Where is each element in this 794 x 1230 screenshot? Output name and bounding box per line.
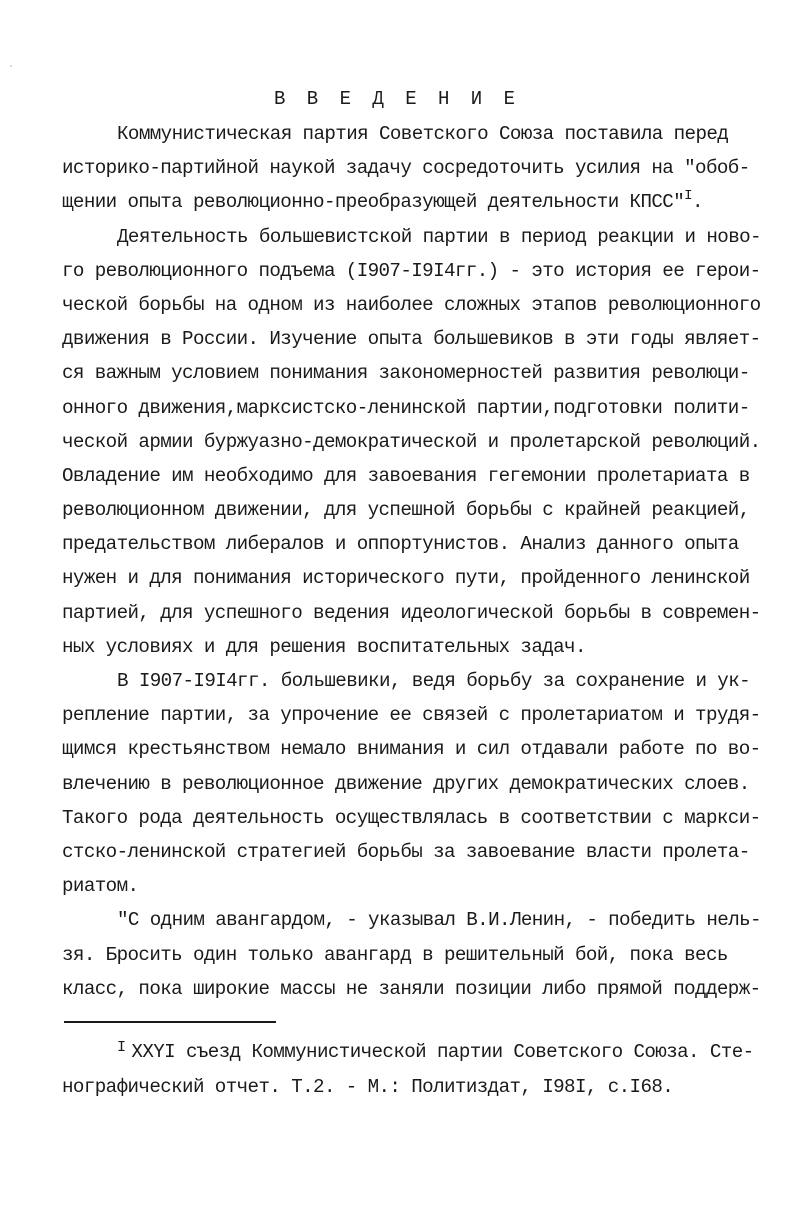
- paragraph-2-line: движения в России. Изучение опыта большевиков в эти годы являет-: [62, 328, 761, 351]
- paragraph-2-line: ся важным условием понимания закономерностей развития революци-: [62, 362, 750, 385]
- paragraph-3-line: Такого рода деятельность осуществлялась в соответствии с маркси-: [62, 806, 761, 829]
- paragraph-1-line: Коммунистическая партия Советского Союза поставила перед: [117, 123, 729, 145]
- footnote-reference: I: [684, 188, 692, 205]
- paragraph-2-line: Деятельность большевистской партии в период реакции и ново-: [117, 225, 761, 248]
- paragraph-4-line: класс, пока широкие массы не заняли позиции либо прямой поддерж-: [62, 977, 761, 1000]
- footnote-line: [62, 1035, 752, 1070]
- paragraph-4-line: зя. Бросить один только авангард в решительный бой, пока весь: [62, 943, 728, 966]
- paragraph-2-line: Овладение им необходимо для завоевания гегемонии пролетариата в: [62, 464, 750, 487]
- paragraph-2-line: предательством либералов и оппортунистов. Анализ данного опыта: [62, 533, 739, 556]
- footnote-line: нографический отчет. Т.2. - М.: Политиздат, I98I, с.I68.: [62, 1076, 674, 1098]
- paragraph-2-line: онного движения,марксистско-ленинской партии,подготовки полити-: [62, 396, 750, 419]
- paragraph-2-line: ческой борьбы на одном из наиболее сложных этапов революционного: [62, 293, 761, 316]
- paragraph-2-line: го революционного подъема (I907-I9I4гг.) - это история ее герои-: [62, 259, 761, 282]
- paragraph-1-line-last: [62, 185, 752, 219]
- paragraph-3-line: риатом.: [62, 875, 139, 898]
- footnote-mark: I: [117, 1039, 126, 1056]
- footnote-divider: [64, 1021, 276, 1023]
- page-title: В В Е Д Е Н И Е: [273, 88, 521, 110]
- body-text: [62, 117, 761, 1006]
- paragraph-2-line: ческой армии буржуазно-демократической и пролетарской революций.: [62, 430, 761, 453]
- footnote-text: XXYI съезд Коммунистической партии Советского Союза. Сте-: [131, 1041, 754, 1063]
- paragraph-1-line: историко-партийной наукой задачу сосредоточить усилия на "обоб-: [62, 157, 750, 180]
- paragraph-4-line: "С одним авангардом, - указывал В.И.Ленин, - победить нель-: [117, 909, 761, 932]
- paragraph-2-line: нужен и для понимания исторического пути, пройденного ленинской: [62, 567, 750, 590]
- scan-speck: [10, 65, 12, 67]
- paragraph-2-line: ных условиях и для решения воспитательных задач.: [62, 635, 586, 658]
- paragraph-2-line: революционном движении, для успешной борьбы с крайней реакцией,: [62, 499, 750, 522]
- paragraph-3-line: стско-ленинской стратегией борьбы за завоевание власти пролета-: [62, 840, 750, 863]
- paragraph-1-line-text: щении опыта революционно-преобразующей деятельности КПСС": [62, 191, 685, 214]
- footnote: [62, 1035, 752, 1105]
- paragraph-3-line: В I907-I9I4гг. большевики, ведя борьбу за сохранение и ук-: [117, 670, 751, 692]
- paragraph-2-line: партией, для успешного ведения идеологической борьбы в современ-: [62, 601, 761, 624]
- paragraph-3-line: репление партии, за упрочение ее связей с пролетариатом и трудя-: [62, 704, 761, 727]
- paragraph-1-trailing: .: [691, 191, 703, 214]
- paragraph-3-line: влечению в революционное движение других демократических слоев.: [62, 772, 750, 795]
- paragraph-3-line: щимся крестьянством немало внимания и сил отдавали работе по во-: [62, 738, 761, 761]
